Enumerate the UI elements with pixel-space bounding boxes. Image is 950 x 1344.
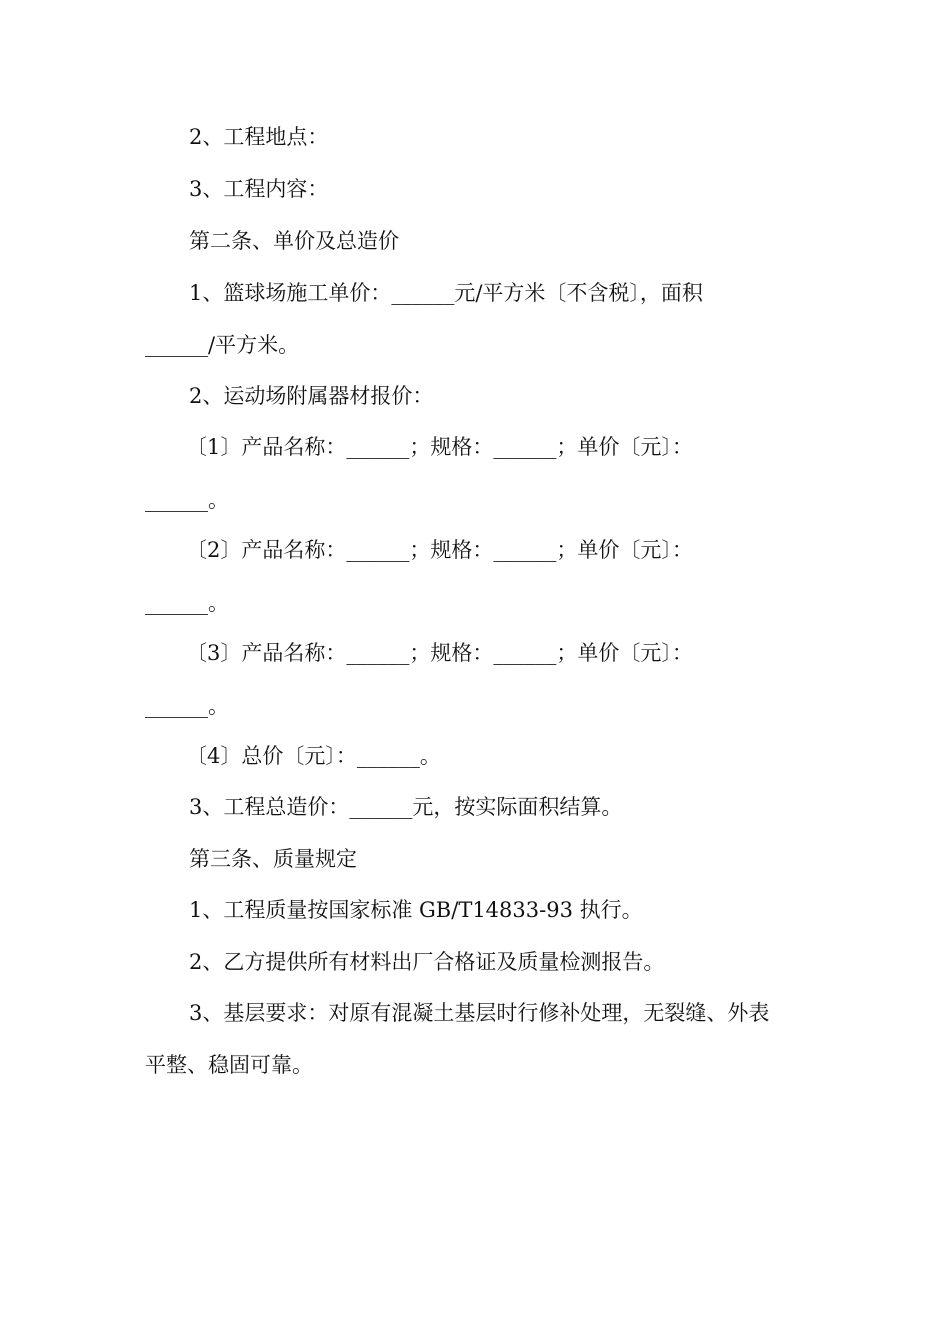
base-requirement-line: 3、基层要求：对原有混凝土基层时行修补处理，无裂缝、外表 bbox=[189, 1001, 770, 1025]
unit-price-line-cont: ______/平方米。 bbox=[145, 333, 300, 357]
article-two-heading: 第二条、单价及总造价 bbox=[189, 229, 399, 253]
product-1-line-cont: ______。 bbox=[145, 488, 229, 512]
product-2-line: 〔2〕产品名称：______；规格：______；单价〔元〕： bbox=[186, 538, 693, 562]
total-cost-line: 3、工程总造价：______元，按实际面积结算。 bbox=[189, 795, 623, 819]
equipment-quote-heading: 2、运动场附属器材报价： bbox=[189, 384, 434, 408]
product-3-line: 〔3〕产品名称：______；规格：______；单价〔元〕： bbox=[186, 641, 693, 665]
clause-location: 2、工程地点： bbox=[189, 125, 329, 149]
clause-content: 3、工程内容： bbox=[189, 177, 329, 201]
certificate-line: 2、乙方提供所有材料出厂合格证及质量检测报告。 bbox=[189, 950, 665, 974]
unit-price-line: 1、篮球场施工单价：______元/平方米〔不含税〕，面积 bbox=[189, 281, 703, 305]
article-three-heading: 第三条、质量规定 bbox=[189, 847, 357, 871]
base-requirement-line-cont: 平整、稳固可靠。 bbox=[145, 1053, 313, 1077]
product-2-line-cont: ______。 bbox=[145, 591, 229, 615]
total-price-line: 〔4〕总价〔元〕：______。 bbox=[186, 744, 441, 768]
quality-standard-line: 1、工程质量按国家标准 GB/T14833-93 执行。 bbox=[189, 898, 643, 922]
product-1-line: 〔1〕产品名称：______；规格：______；单价〔元〕： bbox=[186, 435, 693, 459]
product-3-line-cont: ______。 bbox=[145, 694, 229, 718]
